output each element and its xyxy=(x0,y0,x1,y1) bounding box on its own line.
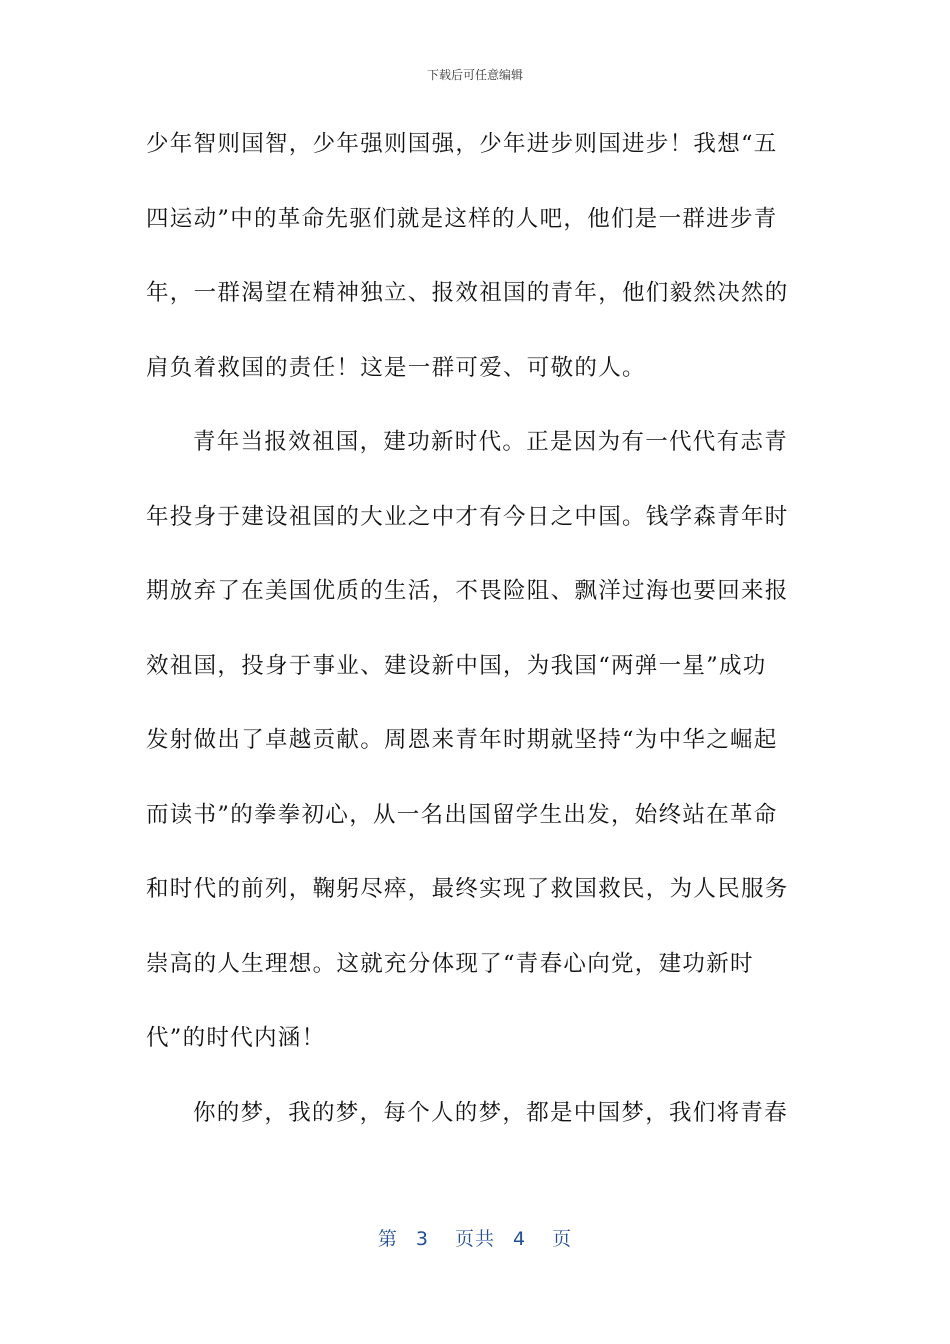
text-line: 发射做出了卓越贡献。周恩来青年时期就坚持“为中华之崛起 xyxy=(146,727,778,753)
header-note: 下载后可任意编辑 xyxy=(426,68,523,82)
text-line: 代”的时代内涵！ xyxy=(146,1025,326,1051)
footer-prefix: 第 xyxy=(377,1228,398,1250)
text-line: 少年智则国智，少年强则国强，少年进步则国进步！我想“五 xyxy=(146,131,778,157)
text-line: 肩负着救国的责任！这是一群可爱、可敬的人。 xyxy=(146,354,646,381)
paragraph-start-line: 青年当报效祖国，建功新时代。正是因为有一代代有志青 xyxy=(193,429,789,455)
text-line: 和时代的前列，鞠躬尽瘁，最终实现了救国救民，为人民服务 xyxy=(146,876,789,902)
page-footer xyxy=(0,1224,950,1251)
footer-middle: 页共 xyxy=(454,1228,495,1250)
footer-suffix: 页 xyxy=(552,1228,573,1250)
text-line: 效祖国，投身于事业、建设新中国，为我国“两弹一星”成功 xyxy=(146,652,767,679)
text-line: 而读书”的拳拳初心，从一名出国留学生出发，始终站在革命 xyxy=(146,801,778,828)
text-line: 期放弃了在美国优质的生活，不畏险阻、飘洋过海也要回来报 xyxy=(146,578,789,604)
text-line: 年投身于建设祖国的大业之中才有今日之中国。钱学森青年时 xyxy=(146,503,789,530)
text-line: 四运动”中的革命先驱们就是这样的人吧，他们是一群进步青 xyxy=(146,205,778,232)
footer-page-number: 3 xyxy=(415,1228,429,1250)
text-line: 崇高的人生理想。这就充分体现了“青春心向党，建功新时 xyxy=(146,950,754,977)
footer-total-pages: 4 xyxy=(513,1228,527,1250)
text-line: 年，一群渴望在精神独立、报效祖国的青年，他们毅然决然的 xyxy=(146,280,789,306)
paragraph-start-line: 你的梦，我的梦，每个人的梦，都是中国梦，我们将青春 xyxy=(193,1099,789,1126)
document-body xyxy=(146,118,796,1161)
